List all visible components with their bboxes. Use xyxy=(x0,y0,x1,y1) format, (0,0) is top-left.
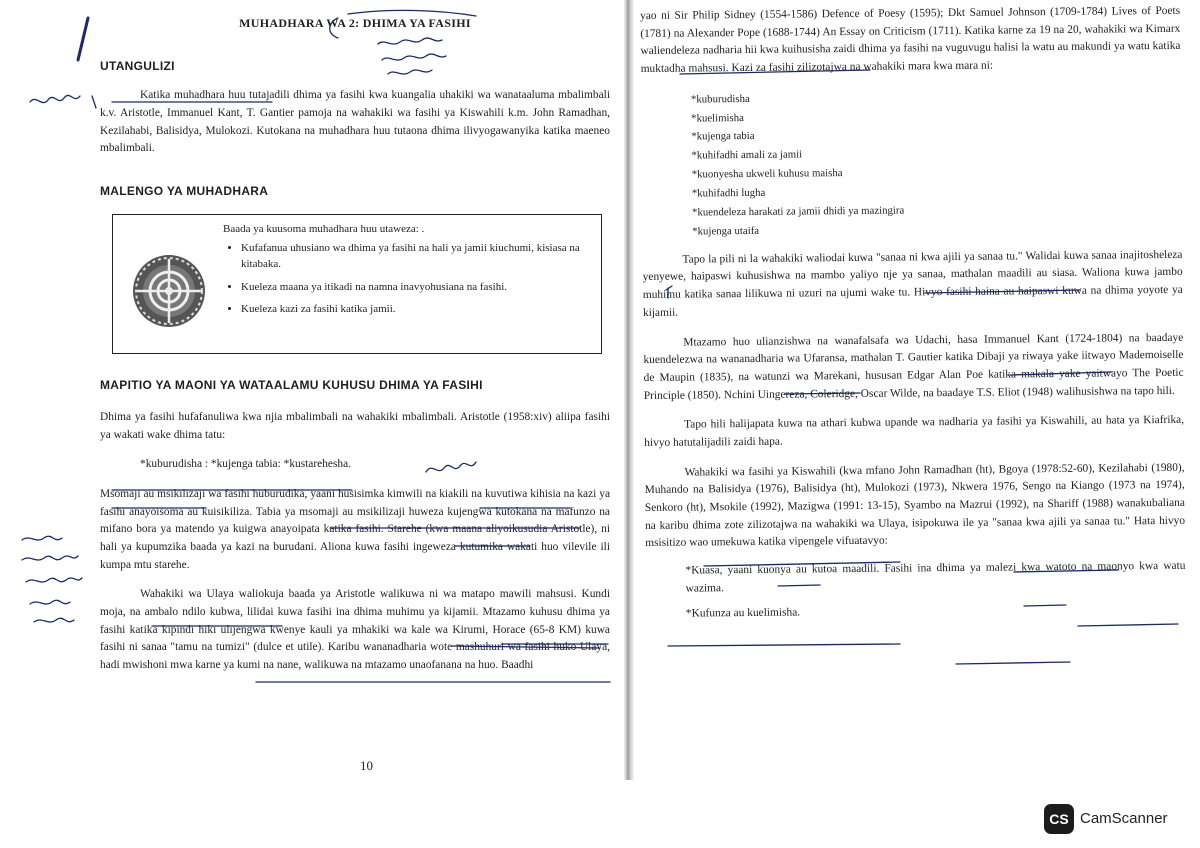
right-page xyxy=(640,0,1188,790)
function-item: *kuonyesha ukweli kuhusu maisha xyxy=(691,167,843,181)
function-item: *kujenga utaifa xyxy=(692,224,760,238)
second-school-paragraph: Tapo la pili ni la wahakiki waliodai kuwa "sanaa ni kwa ajili ya sanaa tu." Walidai kuwa sanaa inajitosheleza yenyewe, haipaswi kuhusishwa na mambo yaliyo nje ya sanaa, mathalan maadili au siasa. Waliona kuwa jambo muhimu katika sanaa lilikuwa ni uzuri na ujumi wake tu. Hivyo fasihi haina au haipaswi kuwa na dhima yoyote ya kijamii. xyxy=(642,248,1183,319)
book-gutter xyxy=(624,0,634,780)
objectives-heading: MALENGO YA MUHADHARA xyxy=(100,183,269,198)
camscanner-logo: CS xyxy=(1044,804,1074,834)
function-item: *kuhifadhi amali za jamii xyxy=(691,148,803,162)
review-heading: MAPITIO YA MAONI YA WATAALAMU KUHUSU DHIMA YA FASIHI xyxy=(100,378,483,393)
page-number: 10 xyxy=(360,758,373,773)
review-paragraph-3: Wahakiki wa Ulaya waliokuja baada ya Aristotle walikuwa ni wa matapo mawili mahsusi. Kundi moja, na ambalo ndilo kubwa, lilidai kuwa fasihi ina dhima muhimu ya kijamii. Mtazamo kuhusu dhima ya fasihi katika kipindi hiki ulijengwa kwenye kauli ya mhakiki wa kale wa Kirumi, Horace (65-8 KM) kuwa fasihi ni sanaa "tamu na tumizi" (dulce et utile). Karibu wananadharia wote mashuhuri wa fasihi huko Ulaya, hadi mwishoni mwa karne ya kumi na nane, walikuwa na mtazamo unaofanana na huo. Baadhi xyxy=(100,588,610,672)
function-item: *kuburudisha xyxy=(690,92,750,106)
kant-paragraph: Mtazamo huo ulianzishwa na wanafalsafa wa Udachi, hasa Immanuel Kant (1724-1804) na baadaye kuendelezwa na wananadharia wa Ufaransa, mathalan T. Gautier katika Dibaji ya riwaya yake iitwayo Mademoiselle de Maupin (1835), na watunzi wa Marekani, hususan Edgar Alan Poe katika makala yake yaitwayo The Poetic Principle (1850). Nchini Uingereza, Coleridge, Oscar Wilde, na baadaye T.S. Eliot (1948) walihusishwa na tapo hili. xyxy=(643,331,1184,402)
swahili-critics-paragraph: Wahakiki wa fasihi ya Kiswahili (kwa mfano John Ramadhan (ht), Bgoya (1978:52-60), Kezilahabi (1980), Muhando na Balisidya (1976), Balisidya (ht), Mulokozi (1973), Nkwera 1976, Sengo na Kiango (1973 na 1974), Senkoro (ht), Msokile (1992), Mazigwa (1991: 13-15), Syambo na Mazrui (1992), na Shariff (1988) wanakubaliana na karibu dhima zote zilizotajwa na wahakiki wa Ulaya, isipokuwa ile ya "sanaa kwa ajili ya sanaa tu." Hata hivyo msisitizo wao umekuwa katika vipengele vifuatavyo: xyxy=(644,461,1186,550)
camscanner-watermark: CamScanner xyxy=(1080,810,1168,827)
emphasis-item-2: *Kufunza au kuelimisha. xyxy=(685,606,801,620)
target-emblem-icon xyxy=(129,251,209,331)
intro-paragraph: Katika muhadhara huu tutajadili dhima ya fasihi kwa kuangalia uhakiki wa wanataaluma mbalimbali k.v. Aristotle, Immanuel Kant, T. Gantier pamoja na wahakiki wa fasihi ya Kiswahili k.m. John Ramadhan, Kezilahabi, Balisidya, Mulokozi. Kutokana na muhadhara huu tutaona dhima ilivyogawanyika katika maeneo mbalimbali. xyxy=(100,89,610,155)
function-item: *kuendeleza harakati za jamii dhidi ya mazingira xyxy=(691,204,905,219)
review-paragraph-1: Dhima ya fasihi hufafanuliwa kwa njia mbalimbali na wahakiki mbalimbali. Aristotle (1958:xiv) aliipa fasihi ya wakati wake dhima tatu: xyxy=(100,411,610,441)
aristotle-roles: *kuburudisha : *kujenga tabia: *kustarehesha. xyxy=(140,458,351,471)
objectives-text xyxy=(223,221,591,324)
objective-item: • Kueleza maana ya itikadi na namna inavyohusiana na fasihi. xyxy=(241,279,591,296)
review-paragraph-2: Msomaji au msikilizaji wa fasihi huburudika, yaani husisimka kimwili na kiakili na kuvutiwa kihisia na kazi ya fasihi anayoisoma au kuisikiliza. Tabia ya msomaji au msikilizaji huweza kujengwa kutokana na mafunzo na mifano bora ya matendo ya kuigwa anayoipata katika fasihi. Starehe (kwa maana aliyoikusudia Aristotle), ni hali ya kupumzika baada ya kazi na burudani. Aliona kuwa fasihi ingeweza kutumika wakati huo vilevile ili kumpa mtu starehe. xyxy=(100,488,610,571)
function-item: *kuelimisha xyxy=(691,111,744,125)
left-page xyxy=(100,0,610,790)
function-item: *kujenga tabia xyxy=(691,130,755,143)
emphasis-item-1: *Kuasa, yaani kuonya au kutoa maadili. Fasihi ina dhima ya malezi kwa watoto na maonyo kwa watu wazima. xyxy=(685,559,1186,595)
intro-heading: UTANGULIZI xyxy=(100,58,175,73)
functions-list xyxy=(691,85,1182,241)
objectives-box xyxy=(112,214,602,354)
function-item: *kuhifadhi lugha xyxy=(691,186,766,200)
objective-item: • Kufafanua uhusiano wa dhima ya fasihi na hali ya jamii kiuchumi, kisiasa na kitabaka. xyxy=(241,240,591,273)
objectives-intro: Baada ya kuusoma muhadhara huu utaweza: . xyxy=(223,223,425,236)
objectives-list xyxy=(223,240,591,318)
continued-paragraph: yao ni Sir Philip Sidney (1554-1586) Defence of Poesy (1595); Dkt Samuel Johnson (1709-1784) Lives of Poets (1781) na Alexander Pope (1688-1744) An Essay on Criticism (1711). Katika karne za 19 na 20, wahakiki wa Kimarx waliendeleza nadharia hii kwa kuihusisha zaidi dhima ya fasihi na vuguvugu halisi la watu au makundi ya watu katika muktadha mahsusi. Kazi za fasihi zilizotajwa na wahakiki mara kwa mara ni: xyxy=(640,4,1181,76)
influence-paragraph: Tapo hili halijapata kuwa na athari kubwa upande wa nadharia ya fasihi ya Kiswahili, au hata ya Kiafrika, hivyo hatutalijadili zaidi hapa. xyxy=(644,413,1185,449)
objective-item: • Kueleza kazi za fasihi katika jamii. xyxy=(241,301,591,318)
lecture-title: MUHADHARA WA 2: DHIMA YA FASIHI xyxy=(239,16,471,30)
